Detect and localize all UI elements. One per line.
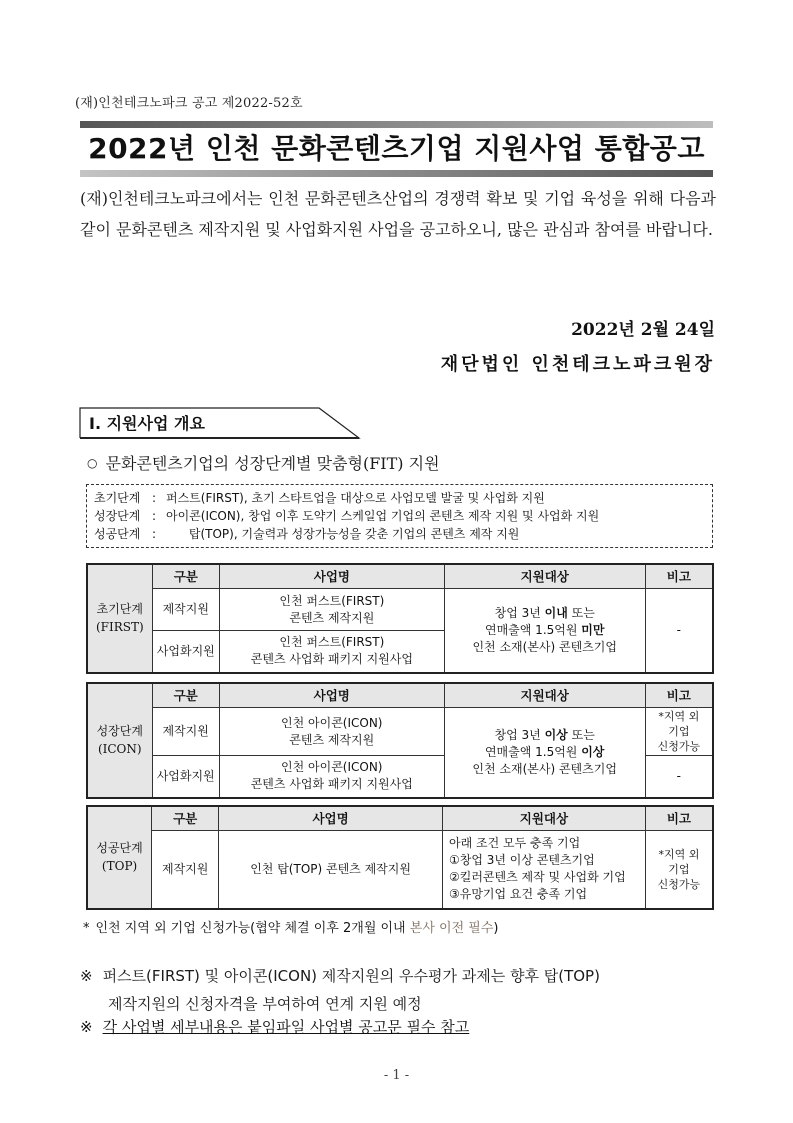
program-name-line: 인천 아이콘(ICON) — [281, 760, 383, 775]
header-gubun: 구분 — [152, 806, 219, 831]
target-cell — [444, 708, 645, 798]
program-name-line: 콘텐츠 제작지원 — [289, 732, 375, 747]
note-line: 신청가능 — [657, 740, 701, 753]
target-line — [448, 622, 642, 639]
emphasis: 이상 — [544, 727, 568, 742]
target-line — [448, 727, 642, 744]
announcement-reference-number: (재)인천테크노파크 공고 제2022-52호 — [75, 96, 303, 111]
target-line: ③유망기업 요건 충족 기업 — [448, 887, 588, 902]
table-row — [87, 831, 713, 909]
asterisk-icon: * — [83, 921, 90, 936]
program-table-icon — [86, 682, 714, 799]
header-target: 지원대상 — [444, 683, 645, 708]
stage-label: 성공단계 — [96, 841, 143, 856]
gubun-cell: 제작지원 — [152, 831, 219, 909]
header-note: 비고 — [645, 806, 713, 831]
title-top-rule — [80, 121, 713, 128]
gubun-cell: 제작지원 — [152, 708, 219, 756]
target-line: 인천 소재(본사) 콘텐츠기업 — [472, 761, 617, 776]
section-heading-box — [79, 407, 359, 437]
note-line: 기업 — [668, 725, 690, 738]
footnote-text: ) — [493, 921, 499, 936]
text: 연매출액 1.5억원 — [485, 622, 582, 637]
target-line: 인천 소재(본사) 콘텐츠기업 — [472, 639, 617, 654]
header-gubun: 구분 — [152, 683, 219, 708]
announcement-date: 2022년 2월 24일 — [571, 320, 715, 340]
header-name: 사업명 — [219, 806, 443, 831]
reference-mark-icon: ※ — [80, 967, 93, 985]
reference-mark-icon: ※ — [80, 1018, 93, 1036]
stage-desc: 아이콘(ICON), 창업 이후 도약기 스케일업 기업의 콘텐츠 제작 지원 및 사업화 지원 — [166, 509, 600, 523]
footnote-outside-region — [83, 917, 498, 936]
note-line: *지역 외 — [658, 847, 700, 861]
note-cell: - — [645, 589, 713, 673]
stage-desc: 탑(TOP), 기술력과 성장가능성을 갖춘 기업의 콘텐츠 제작 지원 — [166, 527, 520, 541]
program-name-line: 콘텐츠 사업화 패키지 지원사업 — [250, 777, 413, 792]
table-header-row — [87, 806, 713, 831]
circle-bullet-icon: ○ — [87, 456, 98, 470]
header-note: 비고 — [645, 683, 713, 708]
emphasis: 이상 — [581, 744, 605, 759]
program-name-line: 콘텐츠 제작지원 — [289, 610, 375, 625]
target-cell — [444, 589, 645, 673]
program-name-cell — [219, 631, 444, 673]
header-gubun: 구분 — [152, 564, 219, 589]
stage-cell — [87, 683, 152, 798]
note-linkage — [80, 962, 720, 1018]
note-cell — [645, 708, 713, 756]
section-heading: Ⅰ. 지원사업 개요 — [89, 414, 205, 433]
target-line — [448, 744, 642, 761]
note-cell — [645, 831, 713, 909]
text: 연매출액 1.5억원 — [484, 744, 582, 759]
emphasis: 미만 — [581, 622, 605, 637]
note-cell: - — [645, 756, 713, 798]
note-attachment-reference — [80, 1016, 469, 1037]
stage-cell — [87, 564, 152, 673]
program-name-line: 인천 퍼스트(FIRST) — [279, 635, 385, 650]
header-name: 사업명 — [219, 564, 444, 589]
stage-label: 성장단계 — [96, 724, 143, 739]
text: 또는 — [567, 727, 595, 742]
title-bottom-rule — [80, 170, 713, 177]
stage-desc: 퍼스트(FIRST), 초기 스타트업을 대상으로 사업모델 발굴 및 사업화 지원 — [166, 491, 545, 505]
intro-text: (재)인천테크노파크에서는 인천 문화콘텐츠산업의 경쟁력 확보 및 기업 육성을 위해 다음과 같이 문화콘텐츠 제작지원 및 사업화지원 사업을 공고하오니, 많은 관심과 참여를 바랍니다. — [80, 189, 716, 239]
program-table-top — [86, 805, 714, 910]
program-name-line: 인천 아이콘(ICON) — [281, 715, 383, 730]
program-name-cell — [219, 708, 444, 756]
note-line: *지역 외 — [658, 710, 700, 723]
header-note: 비고 — [645, 564, 713, 589]
note-line: 제작지원의 신청자격을 부여하여 연계 지원 예정 — [108, 995, 422, 1013]
stage-key: 초기단계 — [94, 491, 141, 505]
program-name-cell: 인천 탑(TOP) 콘텐츠 제작지원 — [219, 831, 443, 909]
issuing-organization: 재단법인 인천테크노파크원장 — [440, 354, 715, 375]
gubun-cell: 사업화지원 — [152, 631, 219, 673]
growth-stages-box — [86, 484, 713, 548]
stage-key: 성장단계 — [94, 509, 141, 523]
gubun-cell: 제작지원 — [152, 589, 219, 631]
stage-line-first — [94, 489, 705, 507]
header-target: 지원대상 — [442, 806, 645, 831]
intro-paragraph — [80, 183, 716, 245]
footnote-emphasis: 본사 이전 필수 — [409, 921, 494, 936]
text: 또는 — [567, 605, 595, 620]
text: 창업 3년 — [494, 605, 545, 620]
stage-label-en: (ICON) — [97, 742, 142, 757]
target-line: 아래 조건 모두 충족 기업 — [448, 836, 581, 851]
program-name-line: 콘텐츠 사업화 패키지 지원사업 — [250, 652, 413, 667]
header-target: 지원대상 — [444, 564, 645, 589]
text: 창업 3년 — [494, 727, 545, 742]
program-name-line: 인천 퍼스트(FIRST) — [279, 593, 385, 608]
stage-label-en: (TOP) — [101, 859, 138, 874]
program-table-first — [86, 563, 714, 674]
stage-label-en: (FIRST) — [95, 620, 144, 635]
note-line: 기업 — [668, 862, 690, 876]
target-line: ①창업 3년 이상 콘텐츠기업 — [448, 853, 595, 868]
emphasis: 이내 — [544, 605, 568, 620]
target-line: ②킬러콘텐츠 제작 및 사업화 기업 — [448, 870, 626, 885]
table-header-row — [87, 564, 713, 589]
stage-colon: : — [152, 509, 157, 523]
program-name-cell — [219, 756, 444, 798]
note-text: 퍼스트(FIRST) 및 아이콘(ICON) 제작지원의 우수평가 과제는 향후 탑(TOP) — [102, 967, 600, 985]
page-number: - 1 - — [383, 1068, 410, 1083]
note-text-underlined: 각 사업별 세부내용은 붙임파일 사업별 공고문 필수 참고 — [102, 1018, 470, 1036]
stage-cell — [87, 806, 152, 909]
stage-colon: : — [152, 491, 157, 505]
note-line — [80, 962, 720, 990]
header-name: 사업명 — [219, 683, 444, 708]
gubun-cell: 사업화지원 — [152, 756, 219, 798]
footnote-text: 인천 지역 외 기업 신청가능(협약 체결 이후 2개월 이내 — [95, 921, 410, 936]
bullet-text: 문화콘텐츠기업의 성장단계별 맞춤형(FIT) 지원 — [105, 454, 440, 473]
table-row — [87, 589, 713, 631]
program-name-cell — [219, 589, 444, 631]
page-title: 2022년 인천 문화콘텐츠기업 지원사업 통합공고 — [88, 132, 705, 165]
target-cell — [442, 831, 645, 909]
table-row — [87, 708, 713, 756]
stage-colon: : — [152, 527, 157, 541]
table-header-row — [87, 683, 713, 708]
stage-line-top — [94, 525, 705, 543]
target-line — [448, 605, 642, 622]
note-line: 신청가능 — [657, 877, 701, 891]
stage-line-icon — [94, 507, 705, 525]
stage-key: 성공단계 — [94, 527, 141, 541]
section-bullet — [87, 451, 440, 474]
stage-label: 초기단계 — [96, 602, 143, 617]
